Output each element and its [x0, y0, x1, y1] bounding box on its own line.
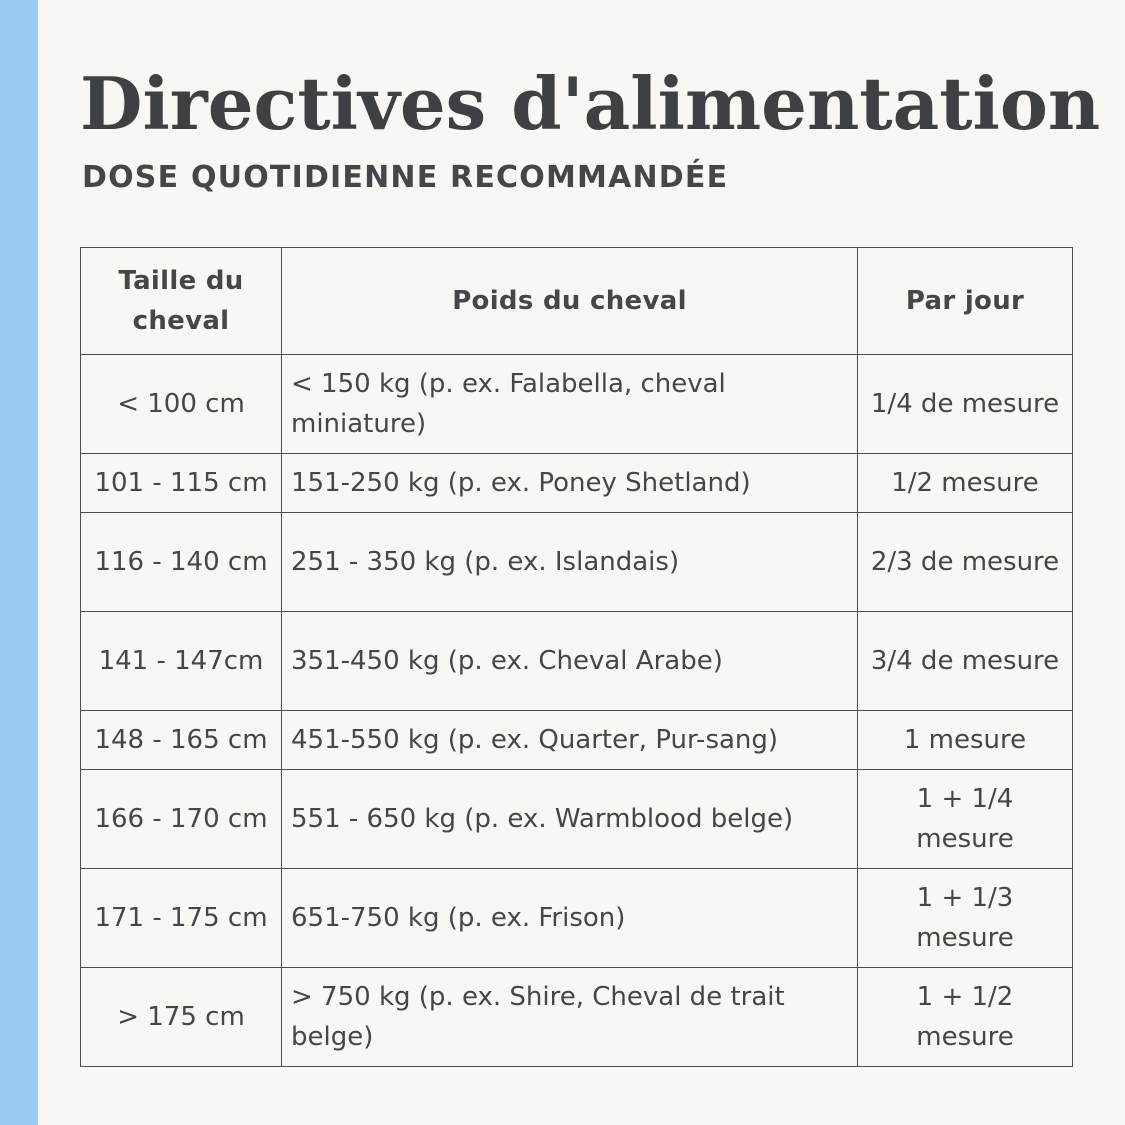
- cell-dose: 1/4 de mesure: [858, 355, 1073, 454]
- table-row: [81, 355, 1073, 454]
- cell-weight: < 150 kg (p. ex. Falabella, cheval miniature): [282, 355, 858, 454]
- cell-size: 101 - 115 cm: [81, 454, 282, 513]
- cell-size: 141 - 147cm: [81, 612, 282, 711]
- cell-weight: 251 - 350 kg (p. ex. Islandais): [282, 513, 858, 612]
- cell-dose: 3/4 de mesure: [858, 612, 1073, 711]
- cell-weight: 651-750 kg (p. ex. Frison): [282, 869, 858, 968]
- cell-dose: 1/2 mesure: [858, 454, 1073, 513]
- cell-size: > 175 cm: [81, 968, 282, 1067]
- cell-weight: > 750 kg (p. ex. Shire, Cheval de trait belge): [282, 968, 858, 1067]
- table-row: [81, 513, 1073, 612]
- table-row: [81, 770, 1073, 869]
- table-row: [81, 454, 1073, 513]
- header-horse-weight: Poids du cheval: [282, 248, 858, 355]
- side-accent-bar: [0, 0, 38, 1125]
- cell-dose: 1 + 1/2 mesure: [858, 968, 1073, 1067]
- header-per-day: Par jour: [858, 248, 1073, 355]
- page-subtitle: DOSE QUOTIDIENNE RECOMMANDÉE: [82, 160, 729, 195]
- cell-weight: 351-450 kg (p. ex. Cheval Arabe): [282, 612, 858, 711]
- cell-dose: 1 + 1/3 mesure: [858, 869, 1073, 968]
- cell-size: 166 - 170 cm: [81, 770, 282, 869]
- table-row: [81, 612, 1073, 711]
- cell-dose: 1 + 1/4 mesure: [858, 770, 1073, 869]
- table-row: [81, 711, 1073, 770]
- table-row: [81, 869, 1073, 968]
- page-title: Directives d'alimentation: [80, 61, 1101, 146]
- feeding-table: [80, 247, 1073, 1067]
- cell-size: 148 - 165 cm: [81, 711, 282, 770]
- cell-size: < 100 cm: [81, 355, 282, 454]
- cell-size: 116 - 140 cm: [81, 513, 282, 612]
- cell-dose: 2/3 de mesure: [858, 513, 1073, 612]
- cell-dose: 1 mesure: [858, 711, 1073, 770]
- table-header-row: [81, 248, 1073, 355]
- table-row: [81, 968, 1073, 1067]
- cell-size: 171 - 175 cm: [81, 869, 282, 968]
- cell-weight: 151-250 kg (p. ex. Poney Shetland): [282, 454, 858, 513]
- header-horse-size: Taille du cheval: [81, 248, 282, 355]
- cell-weight: 451-550 kg (p. ex. Quarter, Pur-sang): [282, 711, 858, 770]
- cell-weight: 551 - 650 kg (p. ex. Warmblood belge): [282, 770, 858, 869]
